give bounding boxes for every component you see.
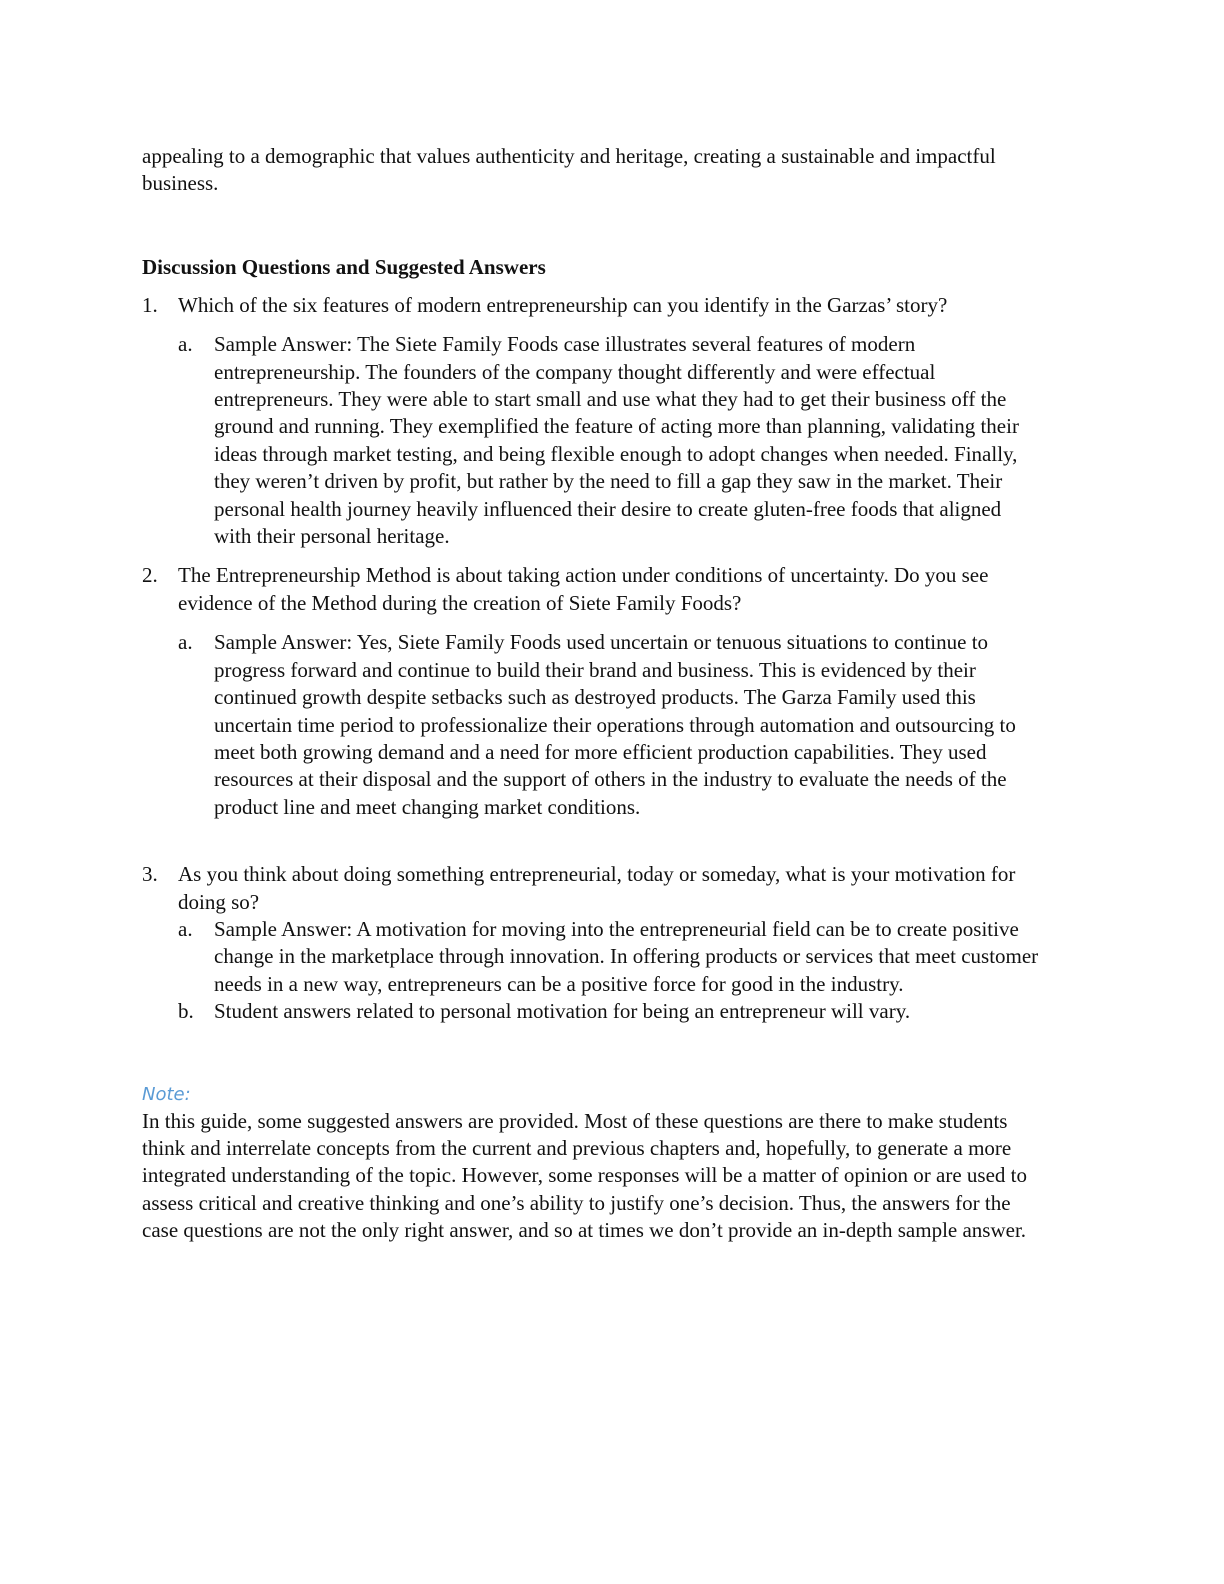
answer-text: Sample Answer: A motivation for moving into the entrepreneurial field can be to create positive change in the marketplace through innovation. In offering products or services that meet customer needs in a new way, entrepreneurs can be a positive force for good in the industry.	[214, 916, 1039, 996]
answer-item	[178, 629, 1042, 821]
note-label: Note:	[142, 1083, 191, 1105]
question-number: 3.	[142, 862, 158, 887]
answer-text: Sample Answer: The Siete Family Foods case illustrates several features of modern entrepreneurship. The founders of the company thought differently and were effectual entrepreneurs. They were able to start small and use what they had to get their business off the ground and running. They exemplified the feature of acting more than planning, validating their ideas through market testing, and being flexible enough to adopt changes when needed. Finally, they weren’t driven by profit, but rather by the need to fill a gap they saw in the market. Their personal health journey heavily influenced their desire to create gluten-free foods that aligned with their personal heritage.	[214, 332, 1019, 549]
intro-paragraph: appealing to a demographic that values authenticity and heritage, creating a sustainable and impactful business.	[142, 144, 996, 196]
question-body	[178, 292, 1042, 551]
answer-item	[178, 331, 1042, 550]
question-number: 1.	[142, 292, 158, 317]
question-text: Which of the six features of modern entrepreneurship can you identify in the Garzas’ story?	[178, 292, 948, 317]
answer-text: Sample Answer: Yes, Siete Family Foods used uncertain or tenuous situations to continue to progress forward and continue to build their brand and business. This is evidenced by their continued growth despite setbacks such as destroyed products. The Garza Family used this uncertain time period to professionalize their operations through automation and outsourcing to meet both growing demand and a need for more efficient production capabilities. They used resources at their disposal and the support of others in the industry to evaluate the needs of the product line and meet changing market conditions.	[214, 630, 1016, 819]
question-2	[142, 562, 1042, 821]
note-paragraph: In this guide, some suggested answers are provided. Most of these questions are there to make students think and interrelate concepts from the current and previous chapters and, hopefully, to generate a more integrated understanding of the topic. However, some responses will be a matter of opinion or are used to assess critical and creative thinking and one’s ability to justify one’s decision. Thus, the answers for the case questions are not the only right answer, and so at times we don’t provide an in-depth sample answer.	[142, 1108, 1027, 1243]
section-heading: Discussion Questions and Suggested Answers	[142, 254, 546, 279]
question-3	[142, 861, 1042, 1025]
answer-letter: b.	[178, 999, 194, 1024]
question-body	[178, 861, 1042, 1025]
answer-item	[178, 998, 1042, 1025]
answer-item	[178, 916, 1042, 998]
question-body	[178, 562, 1042, 821]
answer-letter: a.	[178, 916, 193, 941]
document-page	[142, 143, 1042, 1245]
question-number: 2.	[142, 563, 158, 588]
question-1	[142, 292, 1042, 551]
answer-letter: a.	[178, 630, 193, 655]
answer-text: Student answers related to personal motivation for being an entrepreneur will vary.	[214, 999, 911, 1024]
answer-letter: a.	[178, 332, 193, 357]
question-text: As you think about doing something entrepreneurial, today or someday, what is your motivation for doing so?	[178, 862, 1016, 914]
question-text: The Entrepreneurship Method is about taking action under conditions of uncertainty. Do you see evidence of the Method during the creation of Siete Family Foods?	[178, 563, 989, 615]
